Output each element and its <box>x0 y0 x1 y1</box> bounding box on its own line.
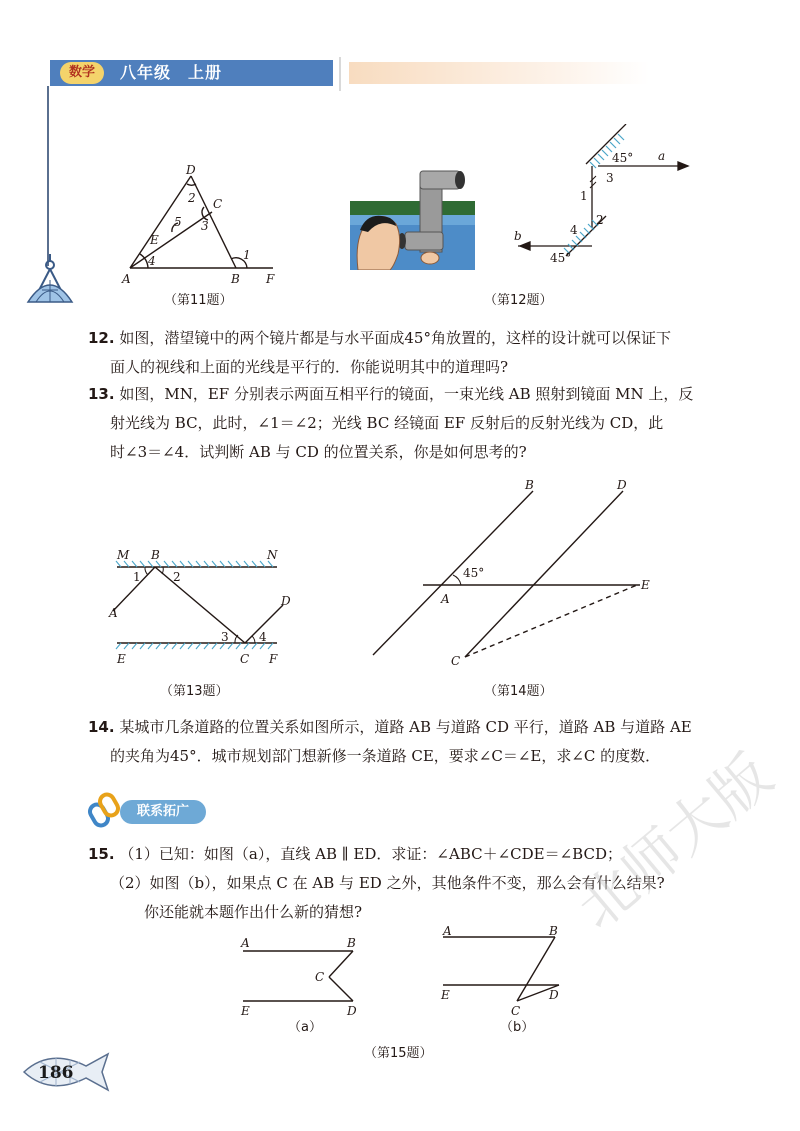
fig12-caption: （第12题） <box>484 293 553 308</box>
problem-13-line3: 时∠3＝∠4．试判断 AB 与 CD 的位置关系，你是如何思考的? <box>110 443 527 461</box>
problem-14-number: 14. <box>88 718 115 736</box>
fig13-label-2: 2 <box>173 570 181 584</box>
fig13-label-B: B <box>151 548 160 562</box>
fig13-label-D: D <box>281 594 291 608</box>
problem-13-line1: 如图，MN，EF 分别表示两面互相平行的镜面，一束光线 AB 照射到镜面 MN 上，反 <box>119 385 694 403</box>
figure-12-diagram <box>508 124 708 272</box>
fig15a-label-C: C <box>315 970 325 984</box>
problem-15-number: 15. <box>88 845 115 863</box>
fig12-label-2: 2 <box>596 213 604 227</box>
fig11-label-4: 4 <box>148 254 156 268</box>
fig13-label-N: N <box>267 548 278 562</box>
fig11-label-1: 1 <box>243 248 251 262</box>
periscope-photo-image <box>350 166 475 270</box>
fig11-label-5: 5 <box>174 215 182 229</box>
grade-title: 八年级 上册 <box>120 63 223 82</box>
figure-15a-diagram <box>235 935 365 1020</box>
problem-13-line2: 射光线为 BC，此时，∠1＝∠2；光线 BC 经镜面 EF 反射后的反射光线为 CD，此 <box>110 414 664 432</box>
problem-13 <box>88 380 728 467</box>
fig13-label-A: A <box>109 606 118 620</box>
fig15a-label-A: A <box>241 936 250 950</box>
problem-14 <box>88 713 728 771</box>
fig11-label-F: F <box>266 272 275 286</box>
figure-14-diagram <box>365 475 665 675</box>
fig11-label-C: C <box>213 197 223 211</box>
chain-link-icon <box>88 790 122 830</box>
fig14-label-45: 45° <box>463 566 485 580</box>
fig14-label-B: B <box>525 478 534 492</box>
fig13-label-C: C <box>240 652 250 666</box>
subject-badge: 数学 <box>60 62 104 84</box>
fig14-label-E: E <box>641 578 650 592</box>
fig15b-label-D: D <box>549 988 559 1002</box>
margin-line <box>47 86 49 266</box>
fig12-label-45-bottom: 45° <box>550 251 572 265</box>
fig12-label-45-top: 45° <box>612 151 634 165</box>
fig15b-label-A: A <box>443 925 452 938</box>
header-divider <box>339 57 341 91</box>
fig15b-label-E: E <box>441 988 450 1002</box>
problem-15-line2: （2）如图（b），如果点 C 在 AB 与 ED 之外，其他条件不变，那么会有什么结果? <box>110 874 665 892</box>
fig11-label-2: 2 <box>188 191 196 205</box>
fig11-label-B: B <box>231 272 240 286</box>
problem-12 <box>88 324 728 382</box>
fig15a-label-E: E <box>241 1004 250 1018</box>
fig15a-label-B: B <box>347 936 356 950</box>
fig15b-label-C: C <box>511 1004 521 1017</box>
watermark: 北师大版 <box>563 740 785 943</box>
fig14-caption: （第14题） <box>484 684 553 699</box>
fig12-label-a: a <box>658 149 666 163</box>
fig13-label-M: M <box>117 548 130 562</box>
figure-13-diagram <box>105 545 295 670</box>
fig12-label-1: 1 <box>580 189 588 203</box>
fig14-label-D: D <box>617 478 627 492</box>
problem-12-number: 12. <box>88 329 115 347</box>
fig12-label-4: 4 <box>570 223 578 237</box>
problem-15-line3: 你还能就本题作出什么新的猜想? <box>144 903 363 921</box>
fig15-caption: （第15题） <box>364 1046 433 1061</box>
compass-logo-icon <box>22 250 78 310</box>
fig13-label-E: E <box>117 652 126 666</box>
header-decoration <box>349 62 649 84</box>
problem-14-line2: 的夹角为45°．城市规划部门想新修一条道路 CE，要求∠C＝∠E，求∠C 的度数． <box>110 747 661 765</box>
fig11-label-E: E <box>150 233 159 247</box>
fig13-label-F: F <box>269 652 278 666</box>
fig13-caption: （第13题） <box>160 684 229 699</box>
fig11-label-A: A <box>122 272 131 286</box>
fig15b-label-B: B <box>549 925 558 938</box>
fig15a-label-D: D <box>347 1004 357 1018</box>
fig14-label-C: C <box>451 654 461 668</box>
section-header: 联系拓广 <box>120 800 206 824</box>
fig15b-caption: （b） <box>500 1020 535 1035</box>
fig13-label-3: 3 <box>221 630 229 644</box>
fig11-label-D: D <box>186 163 196 177</box>
fig14-label-A: A <box>441 592 450 606</box>
fig15a-caption: （a） <box>288 1020 322 1035</box>
fig13-label-4: 4 <box>259 630 267 644</box>
figure-11-diagram <box>118 162 288 287</box>
figure-15b-diagram <box>435 925 570 1017</box>
problem-14-line1: 某城市几条道路的位置关系如图所示，道路 AB 与道路 CD 平行，道路 AB 与道路 AE <box>119 718 692 736</box>
problem-12-line1: 如图，潜望镜中的两个镜片都是与水平面成45°角放置的，这样的设计就可以保证下 <box>119 329 671 347</box>
problem-13-number: 13. <box>88 385 115 403</box>
fig12-label-b: b <box>514 229 522 243</box>
fig11-caption: （第11题） <box>164 293 233 308</box>
problem-15-line1: （1）已知：如图（a），直线 AB ∥ ED．求证：∠ABC＋∠CDE＝∠BCD； <box>119 845 622 863</box>
problem-12-line2: 面人的视线和上面的光线是平行的．你能说明其中的道理吗? <box>110 358 509 376</box>
fig12-label-3: 3 <box>606 171 614 185</box>
fig13-label-1: 1 <box>133 570 141 584</box>
page-number: 186 <box>38 1063 74 1083</box>
fig11-label-3: 3 <box>201 219 209 233</box>
